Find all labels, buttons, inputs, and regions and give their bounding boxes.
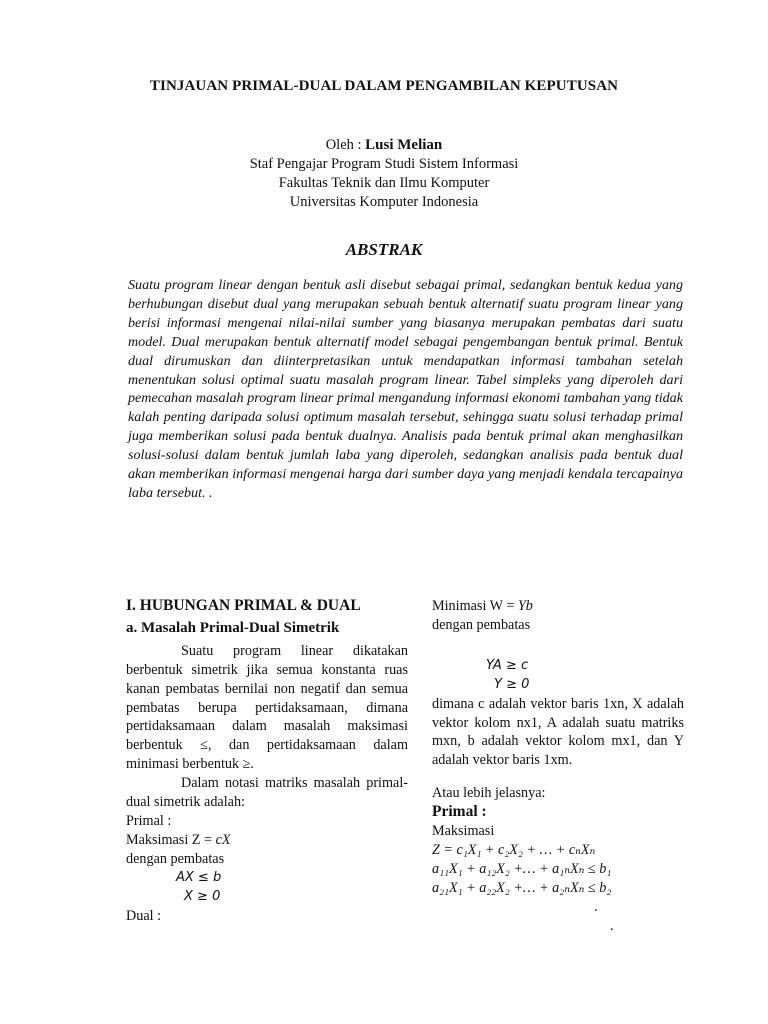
author-name: Lusi Melian [365,137,443,153]
primal-label: Primal : [126,812,172,829]
detail-label: Atau lebih jelasnya: [432,785,546,802]
section-heading: I. HUBUNGAN PRIMAL & DUAL [126,597,361,614]
primal-constraint-1: AX ≤ b [176,869,222,885]
subsection-heading: a. Masalah Primal-Dual Simetrik [126,619,340,636]
constraint-row-2: a₂₁X₁ + a₂₂X₂ +… + a₂ₙXₙ ≤ b₂ [432,879,612,896]
affiliation-line-3: Universitas Komputer Indonesia [289,194,479,210]
ellipsis-dot-2: . [610,917,614,934]
abstract-heading: ABSTRAK [345,240,423,259]
maximize-expression: cX [215,831,231,848]
paper-title: TINJAUAN PRIMAL-DUAL DALAM PENGAMBILAN KEPUTUSAN [149,78,619,94]
primal-constraint-2: X ≥ 0 [184,888,221,904]
paragraph-vector-definitions: dimana c adalah vektor baris 1xn, X adalah vektor kolom nx1, A adalah suatu matriks mxn, b adalah vektor kolom mx1, dan Y adalah vektor baris 1xm. [432,695,684,769]
constraint-label: dengan pembatas [126,850,225,867]
ellipsis-dot-1: . [594,898,598,915]
maximize-line [126,831,408,850]
affiliation-line-2: Fakultas Teknik dan Ilmu Komputer [278,175,490,191]
paragraph-matrix-notation: Dalam notasi matriks masalah primal-dual simetrik adalah: [126,775,408,811]
spacer [432,635,684,657]
maximize-label-detail: Maksimasi [432,823,495,840]
author-line [0,136,768,155]
byline [0,136,768,212]
dual-constraint-1: YA ≥ c [486,657,529,673]
dual-label: Dual : [126,907,162,924]
left-column [126,597,408,925]
affiliation-line-1: Staf Pengajar Program Studi Sistem Informasi [249,156,519,172]
dual-constraint-label: dengan pembatas [432,616,531,633]
spacer [432,770,684,784]
dual-constraint-2: Y ≥ 0 [494,676,530,692]
maximize-label: Maksimasi Z = [126,831,216,848]
paragraph-symmetric: Suatu program linear dikatakan berbentuk simetrik jika semua konstanta ruas kanan pembatas bernilai non negatif dan semua pembatas berupa pertidaksamaan, dimana pertidaksamaan dalam masalah maksimasi berbentuk ≤, dan pertidaksamaan dalam minimasi berbentuk ≥. [126,642,408,773]
constraint-row-1: a₁₁X₁ + a₁₂X₂ +… + a₁ₙXₙ ≤ b₁ [432,860,612,877]
minimize-expression: Yb [517,598,533,614]
minimize-line [432,597,684,616]
primal-heading: Primal : [432,803,487,821]
minimize-label: Minimasi W = [432,598,518,614]
right-column [432,597,684,936]
author-prefix: Oleh : [325,137,366,153]
abstract-text: Suatu program linear dengan bentuk asli disebut sebagai primal, sedangkan bentuk kedua yang berhubungan disebut dual yang merupakan sebuah bentuk alternatif suatu program linear yang berisi informasi mengenai nilai-nilai sumber yang biasanya merupakan pembatas dari suatu model. Dual merupakan bentuk alternatif model sebagai pengembangan bentuk primal. Bentuk dual dirumuskan dan diinterpretasikan untuk mendapatkan informasi tambahan setelah menentukan solusi optimal suatu masalah program linear. Tabel simpleks yang diperoleh dari pemecahan masalah program linear primal mengandung informasi ekonomi tambahan yang tidak kalah penting daripada solusi optimum masalah tersebut, sehingga suatu solusi terhadap primal juga memberikan solusi pada bentuk dualnya. Analisis pada bentuk primal akan menghasilkan solusi-solusi dalam bentuk jumlah laba yang diperoleh, sedangkan analisis pada bentuk dual akan memberikan informasi mengenai harga dari sumber daya yang menjadi kendala tercapainya laba tersebut. . [128,277,683,501]
objective-function: Z = c₁X₁ + c₂X₂ + … + cₙXₙ [432,841,596,858]
